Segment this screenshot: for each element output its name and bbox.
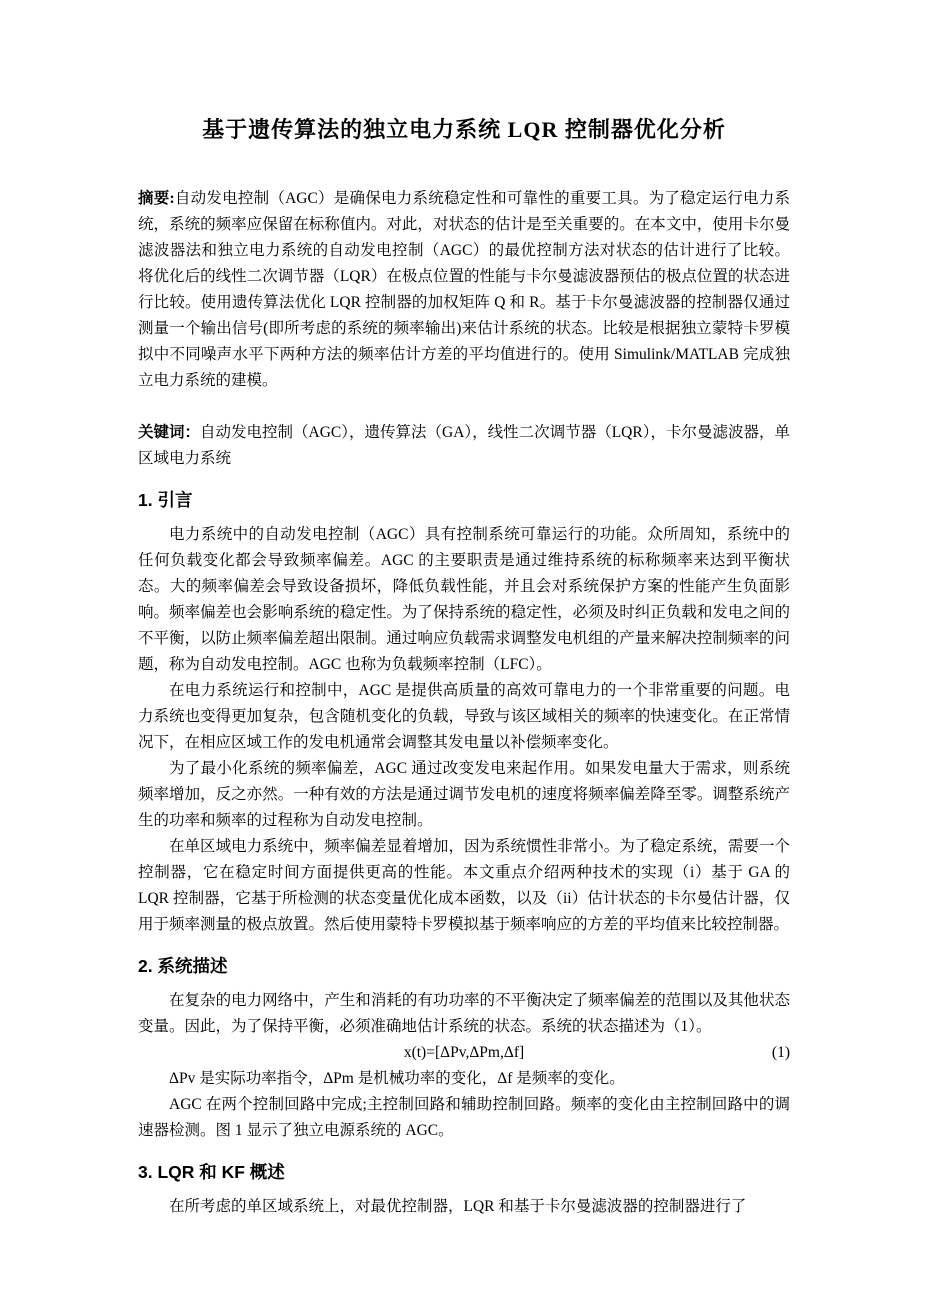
paragraph: 在电力系统运行和控制中，AGC 是提供高质量的高效可靠电力的一个非常重要的问题。电力系统也变得更加复杂，包含随机变化的负载，导致与该区域相关的频率的快速变化。在正常情况下，在相应区域工作的发电机通常会调整其发电量以补偿频率变化。 [138, 682, 790, 751]
paragraph: 在单区域电力系统中，频率偏差显着增加，因为系统惯性非常小。为了稳定系统，需要一个控制器，它在稳定时间方面提供更高的性能。本文重点介绍两种技术的实现（i）基于 GA 的 LQR 控制器，它基于所检测的状态变量优化成本函数，以及（ii）估计状态的卡尔曼估计器，仅用于频率测量的极点放置。然后使用蒙特卡罗模拟基于频率响应的方差的平均值来比较控制器。 [138, 838, 790, 933]
paragraph: 为了最小化系统的频率偏差，AGC 通过改变发电来起作用。如果发电量大于需求，则系统频率增加，反之亦然。一种有效的方法是通过调节发电机的速度将频率偏差降至零。调整系统产生的功率和频率的过程称为自动发电控制。 [138, 760, 790, 829]
equation-1 [138, 1040, 790, 1066]
paragraph: 在所考虑的单区域系统上，对最优控制器，LQR 和基于卡尔曼滤波器的控制器进行了 [169, 1198, 747, 1215]
equation-formula: x(t)=[ΔPv,ΔPm,Δf] [403, 1044, 525, 1061]
paragraph: AGC 在两个控制回路中完成;主控制回路和辅助控制回路。频率的变化由主控制回路中的调速器检测。图 1 显示了独立电源系统的 AGC。 [138, 1096, 790, 1139]
section-heading-lqr-kf-overview: 3. LQR 和 KF 概述 [138, 1162, 285, 1182]
abstract-text: 自动发电控制（AGC）是确保电力系统稳定性和可靠性的重要工具。为了稳定运行电力系统，系统的频率应保留在标称值内。对此，对状态的估计是至关重要的。在本文中，使用卡尔曼滤波器法和独立电力系统的自动发电控制（AGC）的最优控制方法对状态的估计进行了比较。将优化后的线性二次调节器（LQR）在极点位置的性能与卡尔曼滤波器预估的极点位置的状态进行比较。使用遗传算法优化 LQR 控制器的加权矩阵 Q 和 R。基于卡尔曼滤波器的控制器仅通过测量一个输出信号(即所考虑的系统的频率输出)来估计系统的状态。比较是根据独立蒙特卡罗模拟中不同噪声水平下两种方法的频率估计方差的平均值进行的。使用 Simulink/MATLAB 完成独立电力系统的建模。 [138, 190, 790, 389]
section-heading-introduction: 1. 引言 [138, 490, 193, 510]
keywords-label: 关键词： [138, 424, 201, 441]
keywords [138, 420, 790, 472]
paper-title: 基于遗传算法的独立电力系统 LQR 控制器优化分析 [202, 117, 726, 142]
paragraph: 在复杂的电力网络中，产生和消耗的有功功率的不平衡决定了频率偏差的范围以及其他状态变量。因此，为了保持平衡，必须准确地估计系统的状态。系统的状态描述为（1）。 [138, 992, 790, 1035]
section-heading-system-description: 2. 系统描述 [138, 956, 228, 976]
abstract-label: 摘要: [138, 190, 175, 207]
keywords-text: 自动发电控制（AGC），遗传算法（GA），线性二次调节器（LQR），卡尔曼滤波器，单区域电力系统 [138, 424, 790, 467]
equation-number: (1) [771, 1044, 790, 1061]
paragraph: 电力系统中的自动发电控制（AGC）具有控制系统可靠运行的功能。众所周知，系统中的任何负载变化都会导致频率偏差。AGC 的主要职责是通过维持系统的标称频率来达到平衡状态。大的频率偏差会导致设备损坏，降低负载性能，并且会对系统保护方案的性能产生负面影响。频率偏差也会影响系统的稳定性。为了保持系统的稳定性，必须及时纠正负载和发电之间的不平衡，以防止频率偏差超出限制。通过响应负载需求调整发电机组的产量来解决控制频率的问题，称为自动发电控制。AGC 也称为负载频率控制（LFC）。 [138, 526, 790, 673]
paragraph: ΔPv 是实际功率指令，ΔPm 是机械功率的变化，Δf 是频率的变化。 [169, 1070, 625, 1087]
abstract [138, 186, 790, 394]
